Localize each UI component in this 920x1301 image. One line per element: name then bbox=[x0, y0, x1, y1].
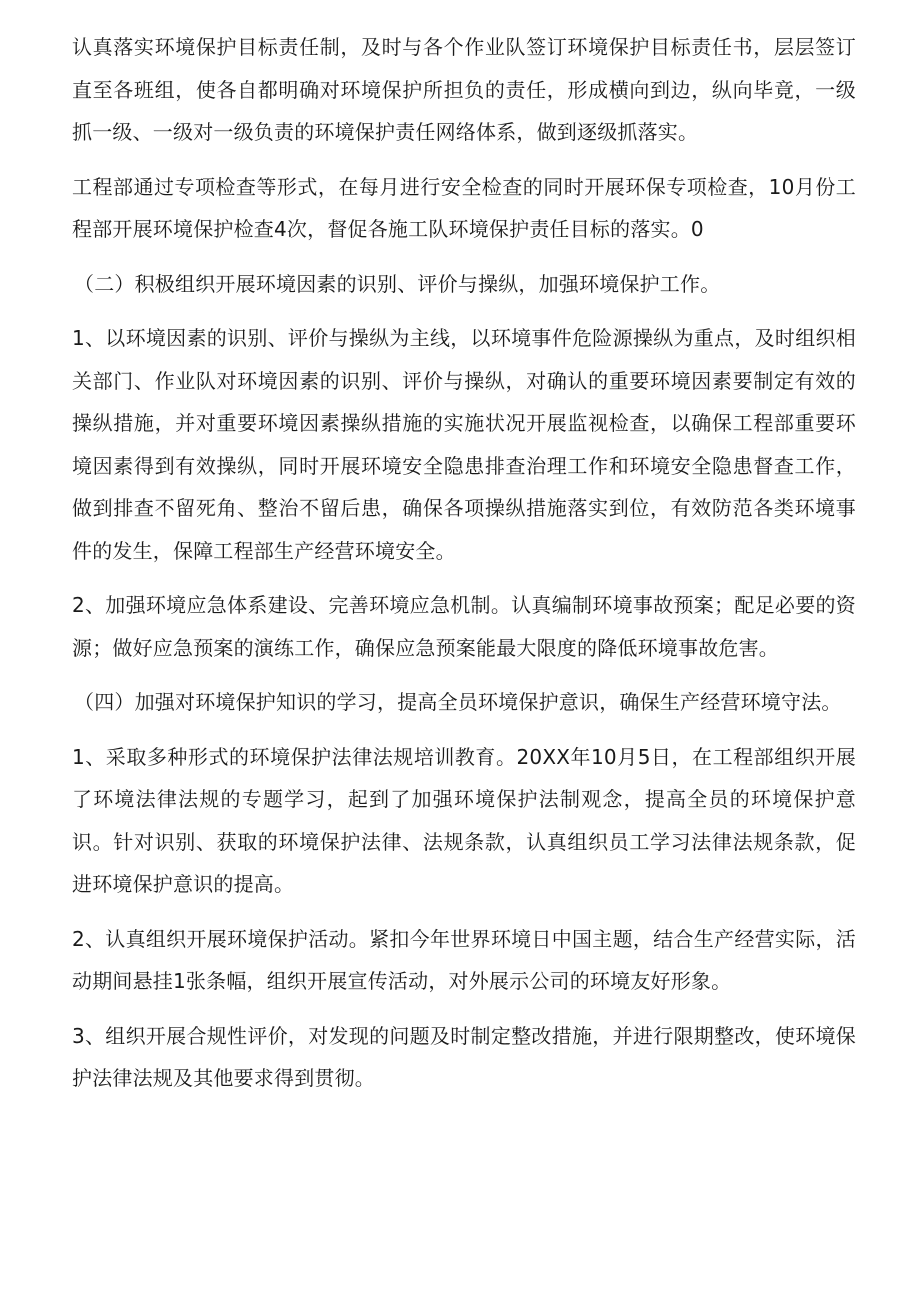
paragraph-compliance-evaluation: 3、组织开展合规性评价，对发现的问题及时制定整改措施，并进行限期整改，使环境保护法律法规及其他要求得到贯彻。 bbox=[72, 1023, 856, 1090]
paragraph-protection-activities: 2、认真组织开展环境保护活动。紧扣今年世界环境日中国主题，结合生产经营实际，活动期间悬挂1张条幅，组织开展宣传活动，对外展示公司的环境友好形象。 bbox=[72, 926, 856, 993]
paragraph-legal-training: 1、采取多种形式的环境保护法律法规培训教育。20XX年10月5日，在工程部组织开展了环境法律法规的专题学习，起到了加强环境保护法制观念，提高全员的环境保护意识。针对识别、获取的环境保护法律、法规条款，认真组织员工学习法律法规条款，促进环境保护意识的提高。 bbox=[72, 744, 856, 896]
document-body bbox=[72, 26, 856, 1112]
paragraph-responsibility-system: 认真落实环境保护目标责任制，及时与各个作业队签订环境保护目标责任书，层层签订直至各班组，使各自都明确对环境保护所担负的责任，形成横向到边，纵向毕竟，一级抓一级、一级对一级负责的环境保护责任网络体系，做到逐级抓落实。 bbox=[72, 35, 856, 144]
section-heading-knowledge-learning: （四）加强对环境保护知识的学习，提高全员环境保护意识，确保生产经营环境守法。 bbox=[74, 690, 842, 714]
paragraph-emergency-system: 2、加强环境应急体系建设、完善环境应急机制。认真编制环境事故预案；配足必要的资源；做好应急预案的演练工作，确保应急预案能最大限度的降低环境事故危害。 bbox=[72, 593, 856, 660]
paragraph-special-inspection: 工程部通过专项检查等形式，在每月进行安全检查的同时开展环保专项检查，10月份工程部开展环境保护检查4次，督促各施工队环境保护责任目标的落实。0 bbox=[72, 174, 856, 241]
section-heading-environmental-factors: （二）积极组织开展环境因素的识别、评价与操纵，加强环境保护工作。 bbox=[74, 271, 721, 296]
paragraph-factor-control: 1、以环境因素的识别、评价与操纵为主线，以环境事件危险源操纵为重点，及时组织相关部门、作业队对环境因素的识别、评价与操纵，对确认的重要环境因素要制定有效的操纵措施，并对重要环境因素操纵措施的实施状况开展监视检查，以确保工程部重要环境因素得到有效操纵，同时开展环境安全隐患排查治理工作和环境安全隐患督查工作，做到排查不留死角、整治不留后患，确保各项操纵措施落实到位，有效防范各类环境事件的发生，保障工程部生产经营环境安全。 bbox=[72, 326, 856, 563]
